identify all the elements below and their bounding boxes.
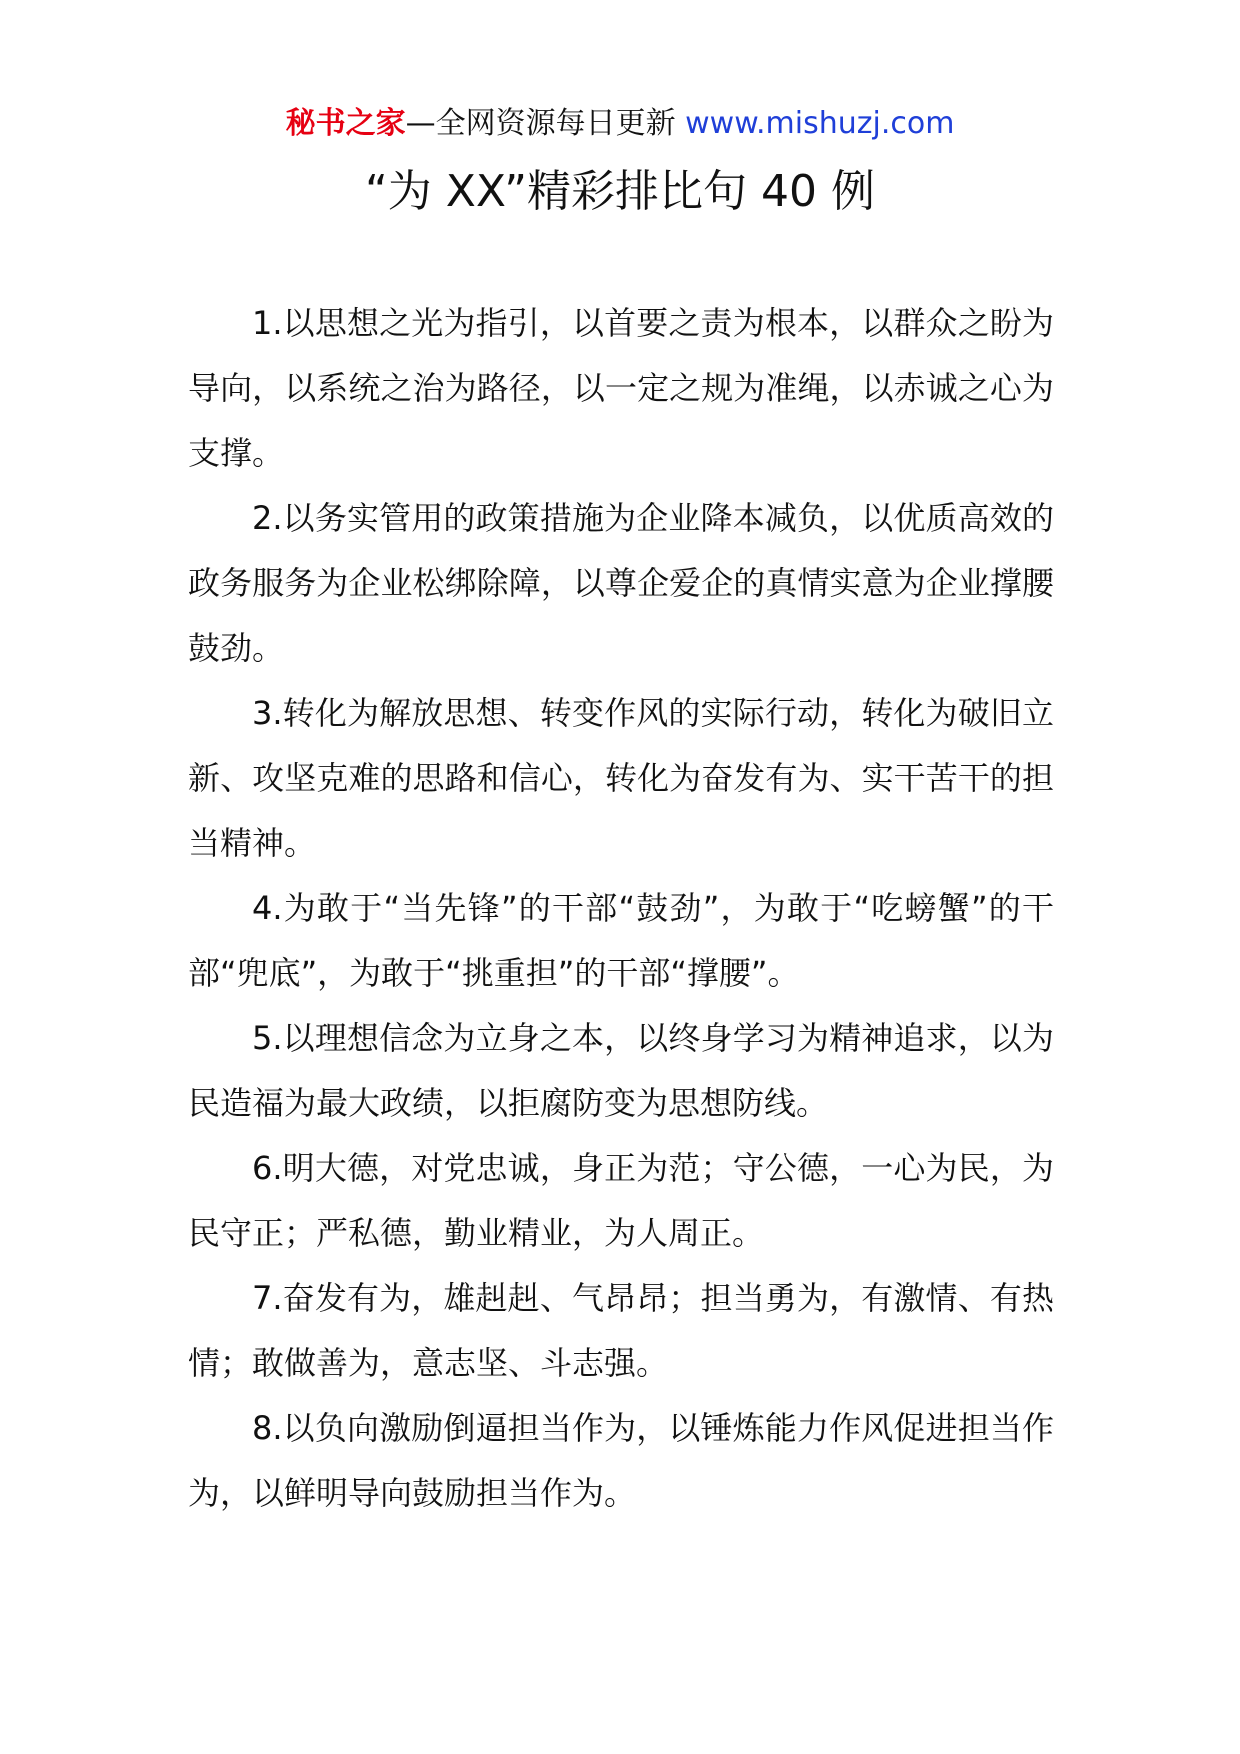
brand-name: 秘书之家 bbox=[285, 106, 406, 141]
document-title: “为 XX”精彩排比句 40 例 bbox=[364, 166, 876, 217]
paragraph-5: 5.以理想信念为立身之本，以终身学习为精神追求，以为民造福为最大政绩，以拒腐防变为思想防线。 bbox=[188, 1019, 1054, 1122]
paragraph-6: 6.明大德，对党忠诚，身正为范；守公德，一心为民，为民守正；严私德，勤业精业，为人周正。 bbox=[188, 1149, 1054, 1252]
paragraph-4: 4.为敢于“当先锋”的干部“鼓劲”，为敢于“吃螃蟹”的干部“兜底”，为敢于“挑重担”的干部“撑腰”。 bbox=[188, 889, 1054, 992]
site-header bbox=[0, 102, 1240, 146]
site-url-link[interactable]: www.mishuzj.com bbox=[685, 106, 955, 141]
paragraph-3: 3.转化为解放思想、转变作风的实际行动，转化为破旧立新、攻坚克难的思路和信心，转化为奋发有为、实干苦干的担当精神。 bbox=[188, 694, 1054, 862]
document-body bbox=[188, 291, 1054, 1526]
paragraph-1: 1.以思想之光为指引，以首要之责为根本，以群众之盼为导向，以系统之治为路径，以一定之规为准绳，以赤诚之心为支撑。 bbox=[188, 304, 1054, 472]
paragraph-8: 8.以负向激励倒逼担当作为，以锤炼能力作风促进担当作为，以鲜明导向鼓励担当作为。 bbox=[188, 1409, 1054, 1512]
paragraph-2: 2.以务实管用的政策措施为企业降本减负，以优质高效的政务服务为企业松绑除障，以尊企爱企的真情实意为企业撑腰鼓劲。 bbox=[188, 499, 1054, 667]
header-tagline: —全网资源每日更新 bbox=[405, 106, 676, 141]
paragraph-7: 7.奋发有为，雄赳赳、气昂昂；担当勇为，有激情、有热情；敢做善为，意志坚、斗志强。 bbox=[188, 1279, 1054, 1382]
